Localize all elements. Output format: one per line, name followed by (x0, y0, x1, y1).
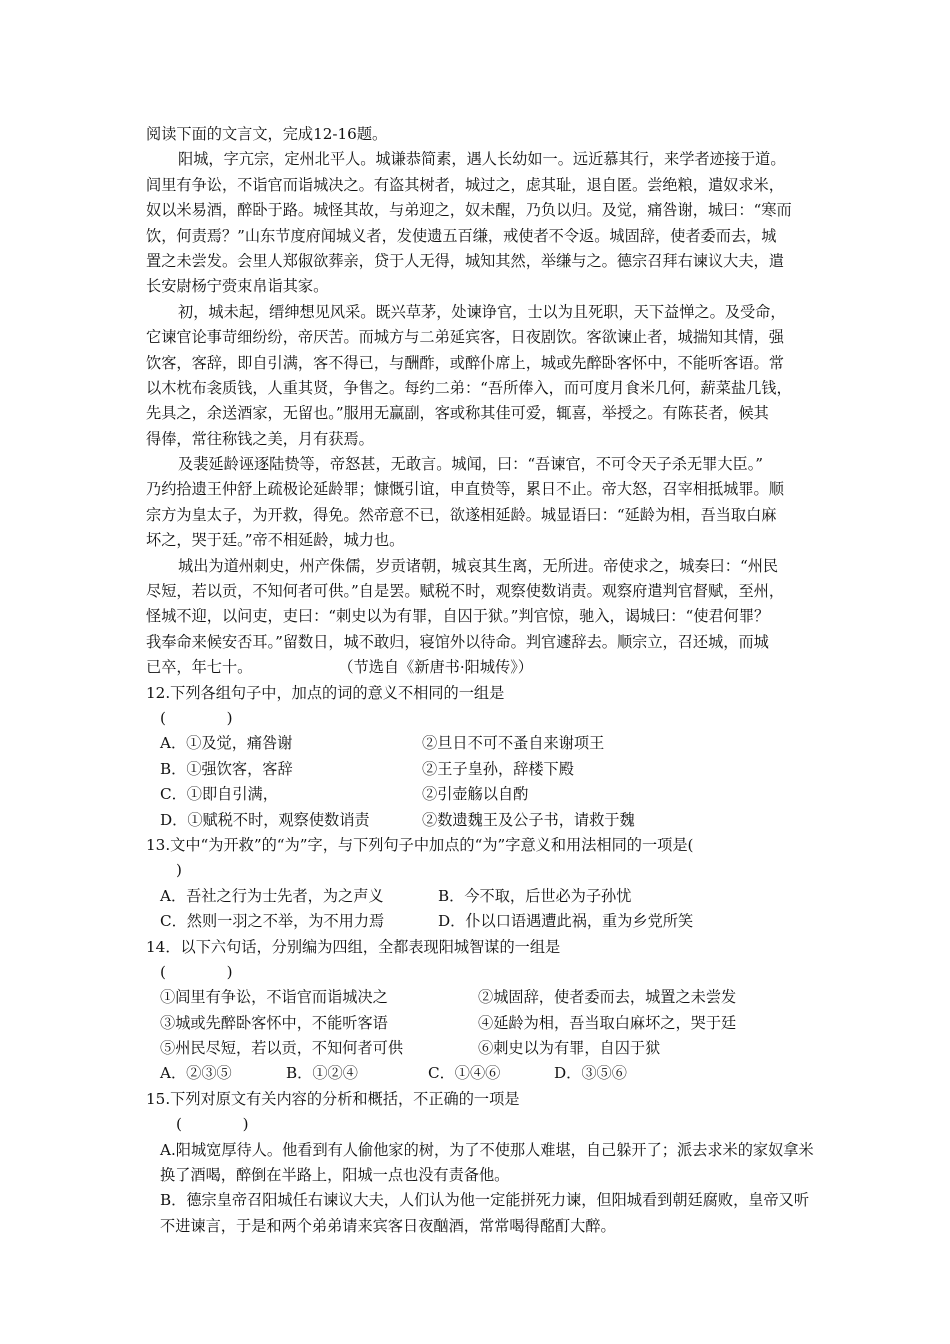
passage-line: 奴以米易酒，醉卧于路。城怪其故，与弟迎之，奴未醒，乃负以归。及觉，痛咎谢，城曰：“寒而 (146, 201, 792, 220)
choice-c[interactable]: C．①④⑥ (428, 1064, 501, 1083)
option-row (146, 909, 814, 934)
passage-line: 长安尉杨宁赍束帛诣其家。 (146, 277, 329, 296)
item-sentence: ②城固辞，使者委而去，城置之未尝发 (478, 988, 737, 1007)
option-b-part: ②数遗魏王及公子书，请救于魏 (422, 810, 635, 829)
item-sentence: ③城或先醉卧客怀中，不能听客语 (160, 1013, 388, 1032)
passage-line: 乃约拾遗王仲舒上疏极论延龄罪；慷慨引谊，申直贽等，累日不止。帝大怒，召宰相抵城罪。顺 (146, 480, 784, 499)
passage-paragraph-3 (146, 452, 814, 554)
passage-line: 及裴延龄诬逐陆贽等，帝怒甚，无敢言。城闻，曰：“吾谏官，不可令天子杀无罪大臣。” (178, 455, 764, 474)
passage-line: 闾里有争讼，不诣官而诣城决之。有盗其树者，城过之，虑其耻，退自匿。尝绝粮，遣奴求米， (146, 175, 784, 194)
passage-source: （节选自《新唐书·阳城传》） (338, 658, 533, 677)
passage-line: 以木枕布衾质钱，人重其贤，争售之。每约二弟：“吾所俸入，而可度月食米几何，薪菜盐几钱， (146, 378, 792, 397)
option-c[interactable]: C．然则一羽之不举，为不用力焉 (160, 912, 385, 931)
option-b[interactable]: B．今不取，后世必为子孙忧 (438, 886, 632, 905)
option-row (146, 757, 814, 782)
answer-blank[interactable]: ) (176, 861, 182, 880)
passage-line: 得俸，常往称钱之美，月有获焉。 (146, 429, 374, 448)
item-sentence: ⑥刺史以为有罪，自囚于狱 (478, 1039, 661, 1058)
passage-line: 尽短，若以贡，不知何者可供。”自是罢。赋税不时，观察使数诮责。观察府遣判官督赋，至州， (146, 582, 785, 601)
option-row (146, 731, 814, 756)
choice-a[interactable]: A．②③⑤ (160, 1064, 232, 1083)
option-b-part: ②引壶觞以自酌 (422, 785, 529, 804)
exam-page (146, 122, 814, 1239)
reading-instruction: 阅读下面的文言文，完成12-16题。 (146, 125, 388, 143)
option-a-part[interactable]: A．①及觉，痛咎谢 (160, 734, 293, 753)
question-15 (146, 1087, 814, 1239)
option-a-part[interactable]: D．①赋税不时，观察使数诮责 (160, 810, 370, 829)
passage-ending: 已卒，年七十。 (146, 658, 253, 677)
passage-line: 坏之，哭于廷。”帝不相延龄，城力也。 (146, 531, 405, 550)
choice-d[interactable]: D．③⑤⑥ (554, 1064, 627, 1083)
passage-line: 饮，何责焉？”山东节度府闻城义者，发使遗五百缣，戒使者不令返。城固辞，使者委而去，城 (146, 226, 777, 245)
option-a-part[interactable]: C．①即自引满， (160, 785, 278, 804)
passage-line: 宗方为皇太子，为开救，得免。然帝意不已，欲遂相延龄。城显语曰：“延龄为相，吾当取白麻 (146, 505, 777, 524)
passage-line: 怪城不迎，以问吏，吏曰：“刺史以为有罪，自囚于狱。”判官惊，驰入，谒城曰：“使君何罪？ (146, 607, 770, 626)
item-row (146, 985, 814, 1010)
option-a[interactable]: A.阳城宽厚待人。他看到有人偷他家的树，为了不使那人难堪，自己躲开了；派去求米的家奴拿米换了酒喝，醉倒在半路上，阳城一点也没有责备他。 (160, 1140, 814, 1185)
option-a[interactable]: A．吾社之行为士先者，为之声义 (160, 886, 384, 905)
option-b[interactable]: B．德宗皇帝召阳城任右谏议大夫，人们认为他一定能拼死力谏，但阳城看到朝廷腐败，皇帝又听不进谏言，于是和两个弟弟请来宾客日夜酗酒，常常喝得酩酊大醉。 (160, 1191, 810, 1235)
passage-line: 它谏官论事苛细纷纷，帝厌苦。而城方与二弟延宾客，日夜剧饮。客欲谏止者，城揣知其情，强 (146, 328, 784, 347)
passage-paragraph-1 (146, 147, 814, 299)
option-row (146, 782, 814, 807)
passage-line: 我奉命来候安否耳。”留数日，城不敢归，寝馆外以待命。判官遽辞去。顺宗立，召还城，而城 (146, 632, 769, 651)
question-13 (146, 833, 814, 935)
passage-line-last (146, 655, 814, 680)
item-sentence: ⑤州民尽短，若以贡，不知何者可供 (160, 1039, 403, 1058)
answer-blank[interactable]: ( ) (160, 708, 233, 727)
passage-paragraph-2 (146, 300, 814, 452)
passage-line: 先具之，余送酒家，无留也。”服用无赢副，客或称其佳可爱，辄喜，举授之。有陈苌者，候其 (146, 404, 769, 423)
option-b-part: ②旦日不可不蚤自来谢项王 (422, 734, 605, 753)
question-stem: 14．以下六句话，分别编为四组，全都表现阳城智谋的一组是 (146, 937, 561, 956)
passage-paragraph-4 (146, 554, 814, 681)
item-sentence: ④延龄为相，吾当取白麻坏之，哭于廷 (478, 1013, 737, 1032)
passage-line: 城出为道州刺史，州产侏儒，岁贡诸朝，城哀其生离，无所进。帝使求之，城奏曰：“州民 (178, 556, 779, 575)
option-a-part[interactable]: B．①强饮客，客辞 (160, 759, 293, 778)
answer-blank[interactable]: ( ) (176, 1115, 249, 1134)
option-d[interactable]: D．仆以口语遇遭此祸，重为乡党所笑 (438, 912, 694, 931)
item-sentence: ①闾里有争讼，不诣官而诣城决之 (160, 988, 388, 1007)
passage-line: 置之未尝发。会里人郑俶欲葬亲，贷于人无得，城知其然，举缣与之。德宗召拜右谏议大夫，遣 (146, 251, 784, 270)
option-b-part: ②王子皇孙，辞楼下殿 (422, 759, 574, 778)
question-stem: 13.文中“为开救”的“为”字，与下列句子中加点的“为”字意义和用法相同的一项是( (146, 835, 694, 854)
choice-row (146, 1061, 814, 1086)
item-row (146, 1011, 814, 1036)
question-stem: 15.下列对原文有关内容的分析和概括，不正确的一项是 (146, 1089, 520, 1108)
option-row (146, 808, 814, 833)
question-12 (146, 681, 814, 833)
question-14 (146, 935, 814, 1087)
answer-blank[interactable]: ( ) (160, 962, 233, 981)
question-stem: 12.下列各组句子中，加点的词的意义不相同的一组是 (146, 683, 505, 702)
passage-line: 阳城，字亢宗，定州北平人。城谦恭简素，遇人长幼如一。远近慕其行，来学者迹接于道。 (178, 150, 786, 169)
choice-b[interactable]: B．①②④ (286, 1064, 358, 1083)
passage-line: 饮客，客辞，即自引满，客不得已，与酬酢，或醉仆席上，城或先醉卧客怀中，不能听客语。常 (146, 353, 784, 372)
item-row (146, 1036, 814, 1061)
passage-line: 初，城未起，缙绅想见风采。既兴草茅，处谏诤官，士以为且死职，天下益惮之。及受命， (178, 302, 786, 321)
option-row (146, 884, 814, 909)
